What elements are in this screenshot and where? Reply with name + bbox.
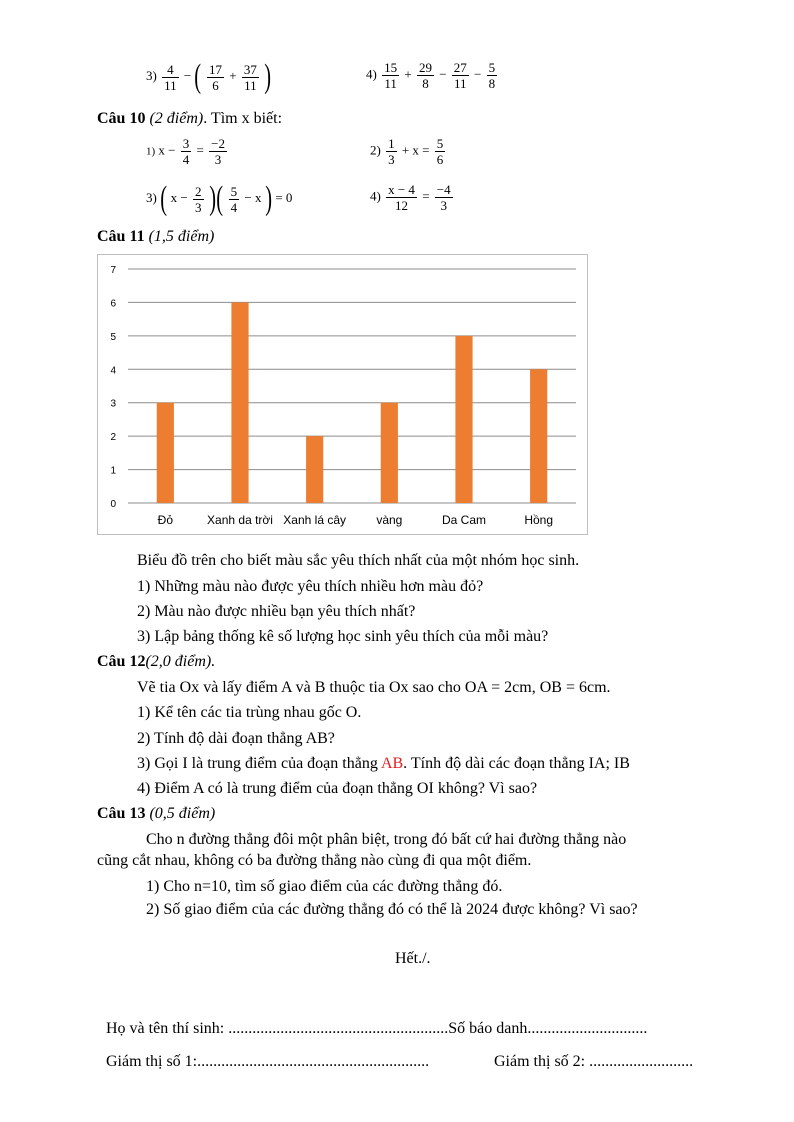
q12-item-3-text: 3) Gọi I là trung điểm của đoạn thẳng [137,755,381,772]
q12-item-1: 1) Kể tên các tia trùng nhau gốc O. [137,704,362,721]
paren-right: ) [209,180,216,217]
bar [306,436,323,503]
paren-left: ( [194,58,202,95]
q11-intro: Biểu đồ trên cho biết màu sắc yêu thích nhất của một nhóm học sinh. [137,552,580,569]
candidate-number-field: .............................. [527,1020,648,1037]
y-tick-label: 7 [110,265,116,276]
q12-item-2: 2) Tính độ dài đoạn thẳng AB? [137,730,335,747]
bar [231,302,248,503]
y-tick-label: 6 [110,298,116,310]
q10-item-4 [370,182,455,213]
supervisor-line [106,1052,429,1072]
operator: + [229,67,237,83]
q12-intro: Vẽ tia Ox và lấy điểm A và B thuộc tia Ox sao cho OA = 2cm, OB = 6cm. [137,679,611,696]
q13-item-2: 2) Số giao điểm của các đường thẳng đó có thể là 2024 được không? Vì sao? [146,901,638,918]
q13-line-2: cũng cắt nhau, không có ba đường thẳng nào cùng đi qua một điểm. [97,852,532,869]
q10-1-label: 1) [146,145,156,158]
fraction: $\frac{1}{3}$ [388,136,395,167]
x-tick-label: Đỏ [157,513,174,527]
y-tick-label: 5 [110,331,116,343]
expr: x − [170,189,188,205]
q10-2-label: 2) [370,142,381,158]
fraction: $\frac{5}{4}$ [230,183,238,215]
q9-item-4 [366,60,499,91]
supervisor-2-line [494,1052,693,1072]
q13-line-1: Cho n đường thẳng đôi một phân biệt, trong đó bất cứ hai đường thẳng nào [146,831,627,848]
y-tick-label: 2 [110,432,116,444]
q10-item-1 [146,136,229,167]
operator: − [474,66,482,82]
fraction: $\frac{3}{4}$ [182,136,190,167]
x-tick-label: Xanh da trời [207,513,273,527]
fraction: $\frac{5}{8}$ [488,60,496,91]
q12-heading: Câu 12 [97,653,146,670]
fraction: $\frac{17}{6}$ [209,61,223,93]
q12-item-3 [137,754,630,774]
operator: = [422,188,430,204]
expr: = 0 [275,189,293,205]
paren-left: ( [216,180,224,217]
q12-item-3-tail: . Tính độ dài các đoạn thẳng IA; IB [403,755,630,772]
q13-heading-line [97,804,215,824]
fraction: $\frac{4}{11}$ [164,61,177,93]
q11-item-3: 3) Lập bảng thống kê số lượng học sinh yêu thích của mỗi màu? [137,628,549,645]
q12-item-3-highlight: AB [380,755,404,772]
q12-item-4: 4) Điểm A có là trung điểm của đoạn thẳng OI không? Vì sao? [137,780,538,797]
q12-points: (2,0 điểm). [145,653,216,670]
q9-4-label: 4) [366,66,377,82]
x-tick-label: vàng [376,513,403,527]
supervisor-1-label: Giám thị số 1: [106,1053,198,1070]
candidate-name-field: ....................................................... [228,1020,449,1037]
fraction: $\frac{15}{11}$ [384,60,398,91]
q10-3-label: 3) [146,189,157,205]
q10-item-3 [146,182,292,216]
x-tick-label: Hồng [524,513,554,527]
q13-heading: Câu 13 [97,805,146,822]
supervisor-1-field: .......................................................... [197,1053,430,1070]
bar [381,403,398,503]
expr: − x [244,189,262,205]
candidate-name-label: Họ và tên thí sinh: [106,1020,229,1037]
paren-right: ) [264,58,272,95]
expr: x − [158,142,176,158]
q9-item-3 [146,60,271,94]
y-tick-label: 3 [110,398,116,410]
q11-heading-line [97,227,214,247]
q11-item-2: 2) Màu nào được nhiều bạn yêu thích nhất? [137,603,416,620]
fraction: $\frac{-2}{3}$ [211,136,225,167]
q10-heading: Câu 10 [97,110,146,127]
paren-left: ( [160,180,168,217]
y-tick-label: 4 [110,365,116,377]
x-tick-label: Da Cam [441,513,487,527]
q11-points: (1,5 điểm) [148,228,215,245]
q10-points: (2 điểm) [149,110,204,127]
q10-item-2 [370,136,447,167]
bar [530,369,547,503]
q13-points: (0,5 điểm) [149,805,216,822]
end-marker: Hết./. [395,950,431,967]
fraction: $\frac{x - 4}{12}$ [388,182,415,213]
bar-chart-svg [98,255,587,534]
operator: − [439,66,447,82]
fraction: $\frac{5}{6}$ [436,136,444,167]
x-tick-label: Xanh lá cây [283,513,347,527]
operator: + [404,66,412,82]
fraction: $\frac{37}{11}$ [243,61,257,93]
supervisor-2-field: .......................... [589,1053,694,1070]
q10-4-label: 4) [370,188,381,204]
bar [455,336,472,503]
fraction: $\frac{2}{3}$ [195,183,202,215]
y-tick-label: 1 [110,465,116,477]
bar-chart [97,254,588,535]
fraction: $\frac{27}{11}$ [453,60,467,91]
fraction: $\frac{29}{8}$ [418,60,432,91]
q10-prompt: . Tìm x biết: [203,110,283,127]
operator: − [183,67,192,83]
fraction: $\frac{-4}{3}$ [436,182,451,213]
q11-item-1: 1) Những màu nào được yêu thích nhiều hơn màu đỏ? [137,578,484,595]
q11-heading: Câu 11 [97,228,145,245]
bar [157,403,174,503]
q12-heading-line [97,652,215,672]
operator: = [196,142,204,158]
paren-right: ) [265,180,272,217]
y-tick-label: 0 [110,499,116,510]
expr: + x = [401,142,430,158]
candidate-name-line [106,1019,647,1039]
q9-3-label: 3) [146,67,157,83]
q10-heading-line [97,109,282,129]
q13-item-1: 1) Cho n=10, tìm số giao điểm của các đường thẳng đó. [146,878,503,895]
candidate-number-label: Số báo danh [448,1020,528,1037]
supervisor-2-label: Giám thị số 2: [494,1053,590,1070]
